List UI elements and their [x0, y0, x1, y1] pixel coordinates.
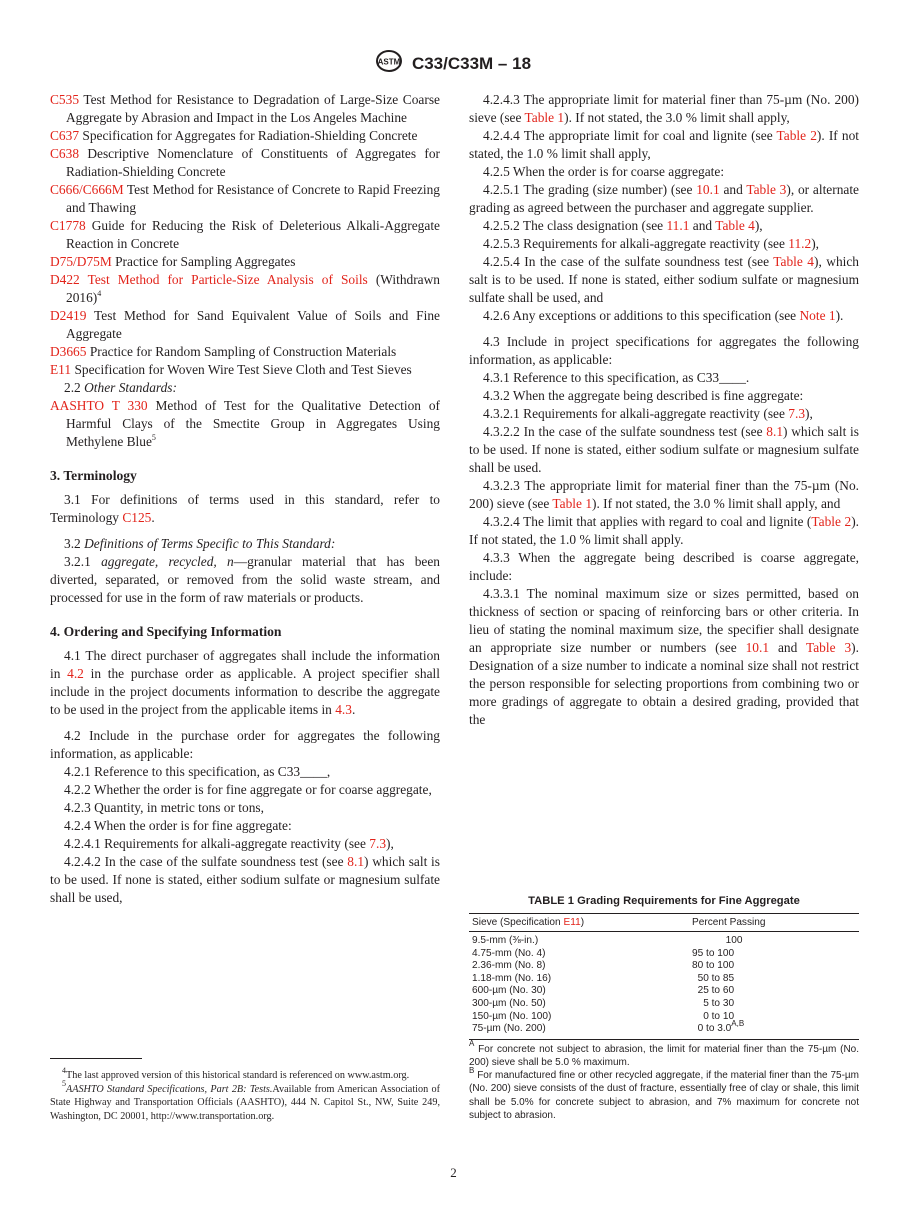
cross-ref-link[interactable]: Table 3 — [746, 182, 787, 197]
reference-item: D2419 Test Method for Sand Equivalent Value of Soils and Fine Aggregate — [50, 308, 440, 341]
sieve-cell: 9.5-mm (⅜-in.) — [472, 935, 539, 946]
cross-ref-link[interactable]: 11.1 — [666, 218, 690, 233]
reference-link[interactable]: D2419 — [50, 308, 87, 323]
page-number: 2 — [450, 1165, 457, 1180]
cross-ref-link[interactable]: Table 4 — [773, 254, 814, 269]
footnote-ref[interactable]: 4 — [97, 288, 102, 298]
reference-item: AASHTO T 330 Method of Test for the Qualitative Detection of Harmful Clays of the Smectite Group in Aggregates Using Methylene Blue$^5$ — [50, 398, 441, 449]
cross-ref-link[interactable]: 11.2 — [788, 236, 812, 251]
reference-item: C637 Specification for Aggregates for Radiation-Shielding Concrete — [50, 128, 418, 143]
cross-ref-link[interactable]: C125 — [122, 510, 152, 525]
paragraph-4-2-6: 4.2.6 Any exceptions or additions to this specification (see Note 1). — [483, 308, 844, 323]
cross-ref-link[interactable]: 8.1 — [347, 854, 365, 869]
reference-link[interactable]: AASHTO T 330 — [50, 398, 148, 413]
table-row — [469, 1011, 859, 1024]
paragraph-3-1: 3.1 For definitions of terms used in this standard, refer to Terminology C125. — [50, 492, 440, 525]
paragraph-3-2-1: 3.2.1 aggregate, recycled, n—granular material that has been diverted, separated, or removed from the solid waste stream, and processed for use in the form of raw materials or products. — [50, 554, 441, 605]
cross-ref-link[interactable]: 4.3 — [335, 702, 352, 717]
paragraph-4-2-4-1: 4.2.4.1 Requirements for alkali-aggregate reactivity (see 7.3), — [64, 836, 394, 851]
reference-item: C638 Descriptive Nomenclature of Constituents of Aggregates for Radiation-Shielding Concrete — [50, 146, 440, 179]
table-footnote-a: $^A$ For concrete not subject to abrasion, the limit for material finer than the 75-µm (No. 200) sieve shall be 5.0 % maximum. — [469, 1039, 860, 1068]
percent-cell: 0 to 10 — [703, 1010, 735, 1022]
paragraph-4-3-2: 4.3.2 When the aggregate being described is fine aggregate: — [483, 388, 804, 403]
percent-cell: 0 to $3.0^{A,B}$ — [689, 1023, 859, 1039]
paragraph-4-3-1: 4.3.1 Reference to this specification, as C33____. — [483, 370, 750, 385]
paragraph-4-2-4-3: 4.2.4.3 The appropriate limit for material finer than 75-µm (No. 200) sieve (see Table 1). If not stated, the 3.0 % limit shall apply, — [469, 92, 859, 125]
sieve-cell: 150-µm (No. 100) — [472, 1010, 552, 1022]
reference-link[interactable]: D422 — [50, 272, 80, 287]
paragraph-4-2-3: 4.2.3 Quantity, in metric tons or tons, — [64, 800, 264, 815]
percent-cell: 80 to 100 — [692, 960, 735, 972]
cross-ref-link[interactable]: 8.1 — [766, 424, 784, 439]
svg-text:ASTM: ASTM — [377, 57, 401, 67]
right-column — [469, 91, 859, 729]
reference-link[interactable]: C637 — [50, 128, 80, 143]
reference-link[interactable]: D75/D75M — [50, 254, 112, 269]
table-caption: TABLE 1 Grading Requirements for Fine Aggregate — [528, 895, 800, 907]
cross-ref-link[interactable]: Table 1 — [552, 496, 593, 511]
paragraph-4-2-2: 4.2.2 Whether the order is for fine aggregate or for coarse aggregate, — [64, 782, 432, 797]
reference-link[interactable]: C666/C666M — [50, 182, 124, 197]
paragraph-4-2-5-2: 4.2.5.2 The class designation (see 11.1 and Table 4), — [483, 218, 763, 233]
document-designation: C33/C33M – 18 — [411, 53, 532, 73]
reference-link[interactable]: C1778 — [50, 218, 86, 233]
sieve-cell: 300-µm (No. 50) — [472, 997, 546, 1009]
sieve-cell: 4.75-mm (No. 4) — [472, 947, 546, 959]
cross-ref-link[interactable]: Table 2 — [776, 128, 817, 143]
reference-item: D422 Test Method for Particle-Size Analysis of Soils (Withdrawn 2016)$^4$ — [50, 272, 440, 305]
footnotes — [50, 1065, 440, 1123]
table-row — [469, 1023, 859, 1039]
cross-ref-link[interactable]: Note 1 — [799, 308, 836, 323]
column-header-percent: Percent Passing — [689, 914, 859, 932]
reference-item: C1778 Guide for Reducing the Risk of Deleterious Alkali-Aggregate Reaction in Concrete — [50, 218, 440, 251]
cross-ref-link[interactable]: 7.3 — [369, 836, 387, 851]
left-column — [50, 91, 440, 907]
paragraph-4-2-4-4: 4.2.4.4 The appropriate limit for coal and lignite (see Table 2). If not stated, the 1.0 % limit shall apply, — [469, 128, 859, 161]
percent-cell: 100 — [725, 935, 743, 946]
other-standards-heading: 2.2 Other Standards: — [64, 380, 177, 395]
section-heading-ordering: 4. Ordering and Specifying Information — [50, 624, 282, 639]
cross-ref-link[interactable]: 7.3 — [788, 406, 806, 421]
reference-link[interactable]: E11 — [50, 362, 72, 377]
table-row — [469, 960, 859, 973]
reference-link[interactable]: C535 — [50, 92, 80, 107]
cross-ref-link[interactable]: 10.1 — [696, 182, 720, 197]
paragraph-4-3-3: 4.3.3 When the aggregate being described is coarse aggregate, include: — [469, 550, 859, 583]
cross-ref-link[interactable]: Table 1 — [524, 110, 565, 125]
percent-cell: 25 to 60 — [697, 985, 735, 997]
column-header-sieve: Sieve (Specification E11) — [469, 914, 689, 932]
table-row — [469, 985, 859, 998]
cross-ref-link[interactable]: Table 4 — [715, 218, 755, 233]
footnote-divider — [50, 1058, 142, 1059]
reference-item: D75/D75M Practice for Sampling Aggregates — [50, 254, 296, 269]
reference-item: E11 Specification for Woven Wire Test Sieve Cloth and Test Sieves — [50, 362, 412, 377]
astm-logo-icon — [376, 50, 402, 77]
percent-cell: 95 to 100 — [692, 947, 735, 959]
reference-item: C666/C666M Test Method for Resistance of Concrete to Rapid Freezing and Thawing — [50, 182, 441, 215]
table-header-row — [469, 914, 859, 932]
section-heading-terminology: 3. Terminology — [50, 468, 137, 483]
reference-link[interactable]: C638 — [50, 146, 80, 161]
footnote-4: $^4$The last approved version of this historical standard is referenced on www.astm.org. — [62, 1065, 410, 1081]
reference-link[interactable]: D3665 — [50, 344, 87, 359]
footnote-ref[interactable]: 5 — [151, 432, 156, 442]
cross-ref-link[interactable]: 4.2 — [67, 666, 84, 681]
footnote-5: $^5$AASHTO Standard Specifications, Part 2B: Tests.Available from American Association of State Highway and Transportation Officials (AASHTO), 444 N. Capitol St., NW, Suite 249, Washington, DC 20001, http://www.transportation.org. — [50, 1079, 440, 1122]
cross-ref-link[interactable]: 10.1 — [745, 640, 770, 655]
cross-ref-link[interactable]: E11 — [563, 917, 581, 928]
paragraph-4-2-4: 4.2.4 When the order is for fine aggregate: — [64, 818, 292, 833]
table-row — [469, 973, 859, 986]
table-row — [469, 932, 859, 948]
table-row — [469, 948, 859, 961]
paragraph-4-3-2-3: 4.3.2.3 The appropriate limit for material finer than the 75-µm (No. 200) sieve (see Table 1). If not stated, the 3.0 % limit shall apply, and — [469, 478, 859, 511]
paragraph-4-2-4-2: 4.2.4.2 In the case of the sulfate soundness test (see 8.1) which salt is to be used. If none is stated, either sodium sulfate or magnesium sulfate shall be used, — [50, 854, 440, 905]
paragraph-4-3-2-4: 4.3.2.4 The limit that applies with regard to coal and lignite (Table 2). If not stated, the 1.0 % limit shall apply. — [469, 514, 860, 547]
paragraph-4-1: 4.1 The direct purchaser of aggregates shall include the information in 4.2 in the purchase order as applicable. A project specifier shall include in the project documents information to describe the aggregate to be used in the project from the applicable items in 4.3. — [50, 648, 440, 717]
percent-cell: 50 to 85 — [697, 972, 735, 984]
table-1 — [469, 895, 859, 1122]
table-footnote-b: $^B$ For manufactured fine or other recycled aggregate, if the material finer than the 75-µm (No. 200) sieve consists of the dust of fracture, essentially free of clay or shale, this limit shall be 5.0% for concrete subject to abrasion, and 7% maximum for concrete not subject to abrasion. — [469, 1065, 859, 1121]
paragraph-3-2: 3.2 Definitions of Terms Specific to This Standard: — [64, 536, 336, 551]
reference-item: D3665 Practice for Random Sampling of Construction Materials — [50, 344, 397, 359]
paragraph-4-2: 4.2 Include in the purchase order for aggregates the following information, as applicable: — [50, 728, 440, 761]
paragraph-4-3-2-2: 4.3.2.2 In the case of the sulfate soundness test (see 8.1) which salt is to be used. If none is stated, either sodium sulfate or magnesium sulfate shall be used. — [469, 424, 859, 475]
paragraph-4-2-5-3: 4.2.5.3 Requirements for alkali-aggregate reactivity (see 11.2), — [483, 236, 820, 251]
referenced-documents-list — [50, 91, 440, 451]
table-row — [469, 998, 859, 1011]
cross-ref-link[interactable]: Table 2 — [811, 514, 852, 529]
paragraph-4-3: 4.3 Include in project specifications for aggregates the following information, as applicable: — [469, 334, 859, 367]
grading-table — [469, 913, 859, 1040]
paragraph-4-2-5: 4.2.5 When the order is for coarse aggregate: — [483, 164, 725, 179]
sieve-cell: 1.18-mm (No. 16) — [472, 972, 552, 984]
sieve-cell: 600-µm (No. 30) — [472, 985, 546, 997]
paragraph-4-2-1: 4.2.1 Reference to this specification, as C33____, — [64, 764, 331, 779]
paragraph-4-3-3-1: 4.3.3.1 The nominal maximum size or sizes permitted, based on thickness of section or spacing of reinforcing bars or other criteria. In lieu of stating the nominal maximum size, the specifier shall designate an appropriate size number or numbers (see 10.1 and Table 3). Designation of a size number to indicate a nominal size shall not restrict the person responsible for selecting proportions from combining two or more gradings of aggregate to obtain a desired grading, provided that the — [469, 586, 859, 727]
sieve-cell: 2.36-mm (No. 8) — [472, 960, 546, 972]
paragraph-4-3-2-1: 4.3.2.1 Requirements for alkali-aggregate reactivity (see 7.3), — [483, 406, 813, 421]
percent-cell: 5 to 30 — [703, 997, 735, 1009]
table-footnotes — [469, 1039, 860, 1122]
page-header — [0, 50, 907, 77]
sieve-cell: 75-µm (No. 200) — [469, 1023, 689, 1039]
reference-item: C535 Test Method for Resistance to Degradation of Large-Size Coarse Aggregate by Abrasion and Impact in the Los Angeles Machine — [50, 92, 440, 125]
paragraph-4-2-5-4: 4.2.5.4 In the case of the sulfate soundness test (see Table 4), which salt is to be used. If none is stated, either sodium sulfate or magnesium sulfate shall be used, and — [469, 254, 860, 305]
cross-ref-link[interactable]: Table 3 — [806, 640, 852, 655]
paragraph-4-2-5-1: 4.2.5.1 The grading (size number) (see 10.1 and Table 3), or alternate grading as agreed between the purchaser and aggregate supplier. — [469, 182, 859, 215]
